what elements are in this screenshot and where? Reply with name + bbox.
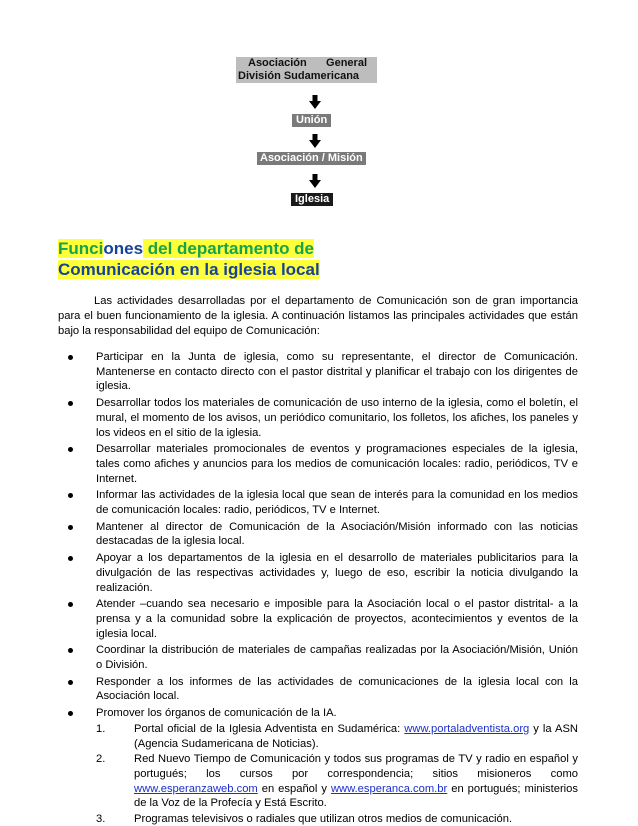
- list-item: [58, 643, 578, 672]
- sub-item-number: 2.: [96, 753, 106, 766]
- list-item-text: Responder a los informes de las actividades de comunicaciones de la iglesia local con la Asociación local.: [96, 675, 578, 703]
- esperanzaweb-link[interactable]: www.esperanzaweb.com: [134, 782, 258, 795]
- org-association-box: Asociación / Misión: [257, 152, 366, 165]
- list-item-text: Coordinar la distribución de materiales de campañas realizadas por la Asociación/Misión, Unión o División.: [96, 644, 578, 672]
- list-item-text: Promover los órganos de comunicación de la IA.: [96, 707, 337, 720]
- sub-item-number: 1.: [96, 722, 106, 735]
- list-item-text: Informar las actividades de la iglesia local que sean de interés para la comunidad en los medios de comunicación locales: radio, periódicos, TV e Internet.: [96, 489, 578, 517]
- list-item: [58, 350, 578, 394]
- heading-part1: Funci: [58, 239, 104, 258]
- functions-list: [58, 350, 578, 826]
- heading-part2: ones: [103, 239, 144, 258]
- list-item: [58, 706, 578, 826]
- arrow-down-icon: [309, 134, 321, 148]
- section-heading: [58, 238, 320, 280]
- list-item-text: Desarrollar materiales promocionales de eventos y programaciones especiales de la iglesia, tales como afiches y anuncios para los medios de comunicación locales: radio, periódicos, TV e Internet.: [96, 443, 578, 485]
- bullet-icon: [68, 648, 73, 653]
- heading-line2: Comunicación en la iglesia local: [58, 260, 320, 279]
- sub-item-text: en español y: [257, 782, 331, 795]
- bullet-icon: [68, 401, 73, 406]
- intro-paragraph: Las actividades desarrolladas por el departamento de Comunicación son de gran importancia para el buen funcionamiento de la iglesia. A continuación listamos las principales actividades que están bajo la responsabilidad del equipo de Comunicación:: [58, 295, 578, 337]
- sub-list-item: [58, 812, 578, 826]
- bullet-icon: [68, 355, 73, 360]
- org-union-box: Unión: [292, 114, 331, 127]
- org-chart: [0, 0, 638, 215]
- list-item: [58, 551, 578, 595]
- media-sublist: [96, 722, 578, 826]
- list-item-text: Participar en la Junta de iglesia, como su representante, el director de Comunicación. Mantenerse en contacto directo con el pastor distrital y planificar el trabajo con los dirigentes de iglesia.: [96, 351, 578, 393]
- arrow-down-icon: [309, 174, 321, 188]
- bullet-icon: [68, 711, 73, 716]
- sub-item-text: y la ASN (Agencia Sudamericana de Noticias).: [134, 722, 578, 750]
- list-item: [58, 520, 578, 549]
- heading-part3: del departamento de: [143, 239, 315, 258]
- list-item: [58, 442, 578, 486]
- sub-item-number: 3.: [96, 813, 106, 826]
- sub-item-text: Portal oficial de la Iglesia Adventista en Sudamérica:: [134, 722, 405, 735]
- bullet-icon: [68, 602, 73, 607]
- bullet-icon: [68, 447, 73, 452]
- org-general-box: [236, 57, 377, 83]
- esperanca-link[interactable]: www.esperanca.com.br: [330, 782, 448, 795]
- list-item-text: Mantener al director de Comunicación de la Asociación/Misión informado con las noticias destacadas de la iglesia local.: [96, 520, 578, 548]
- list-item: [58, 675, 578, 704]
- list-item: [58, 597, 578, 641]
- org-general-word1: Asociación: [248, 57, 307, 69]
- sub-item-text: en portugués; ministerios de la Voz de la Profecía y Está Escrito.: [134, 782, 578, 810]
- bullet-icon: [68, 493, 73, 498]
- bullet-icon: [68, 680, 73, 685]
- list-item-text: Desarrollar todos los materiales de comunicación de uso interno de la iglesia, como el boletín, el mural, el momento de los avisos, un periódico comunitario, los folletos, los afiches, los paneles y los videos en el sitio de la iglesia.: [96, 397, 578, 439]
- org-church-box: Iglesia: [291, 193, 333, 206]
- org-general-word2: General: [326, 57, 367, 69]
- arrow-down-icon: [309, 95, 321, 109]
- list-item-text: Atender –cuando sea necesario e imposible para la Asociación local o el pastor distrital- a la prensa y a la comunidad sobre la explicación de proyectos, acontecimientos y eventos de la iglesia local.: [96, 598, 578, 640]
- org-division: División Sudamericana: [238, 70, 360, 82]
- list-item-text: Apoyar a los departamentos de la iglesia en el desarrollo de materiales publicitarios para la divulgación de las respectivas actividades y, luego de eso, escribir la noticia divulgando la realización.: [96, 552, 578, 594]
- sub-list-item: [58, 752, 578, 811]
- sub-list-item: [58, 722, 578, 751]
- sub-item-text: Red Nuevo Tiempo de Comunicación y todos sus programas de TV y radio en español y portugués; los cursos por correspondencia; sitios misioneros como: [134, 753, 578, 780]
- portal-link[interactable]: www.portaladventista.org: [404, 722, 530, 735]
- bullet-icon: [68, 525, 73, 530]
- sub-item-text: Programas televisivos o radiales que utilizan otros medios de comunicación.: [134, 813, 513, 826]
- bullet-icon: [68, 556, 73, 561]
- list-item: [58, 396, 578, 440]
- list-item: [58, 488, 578, 517]
